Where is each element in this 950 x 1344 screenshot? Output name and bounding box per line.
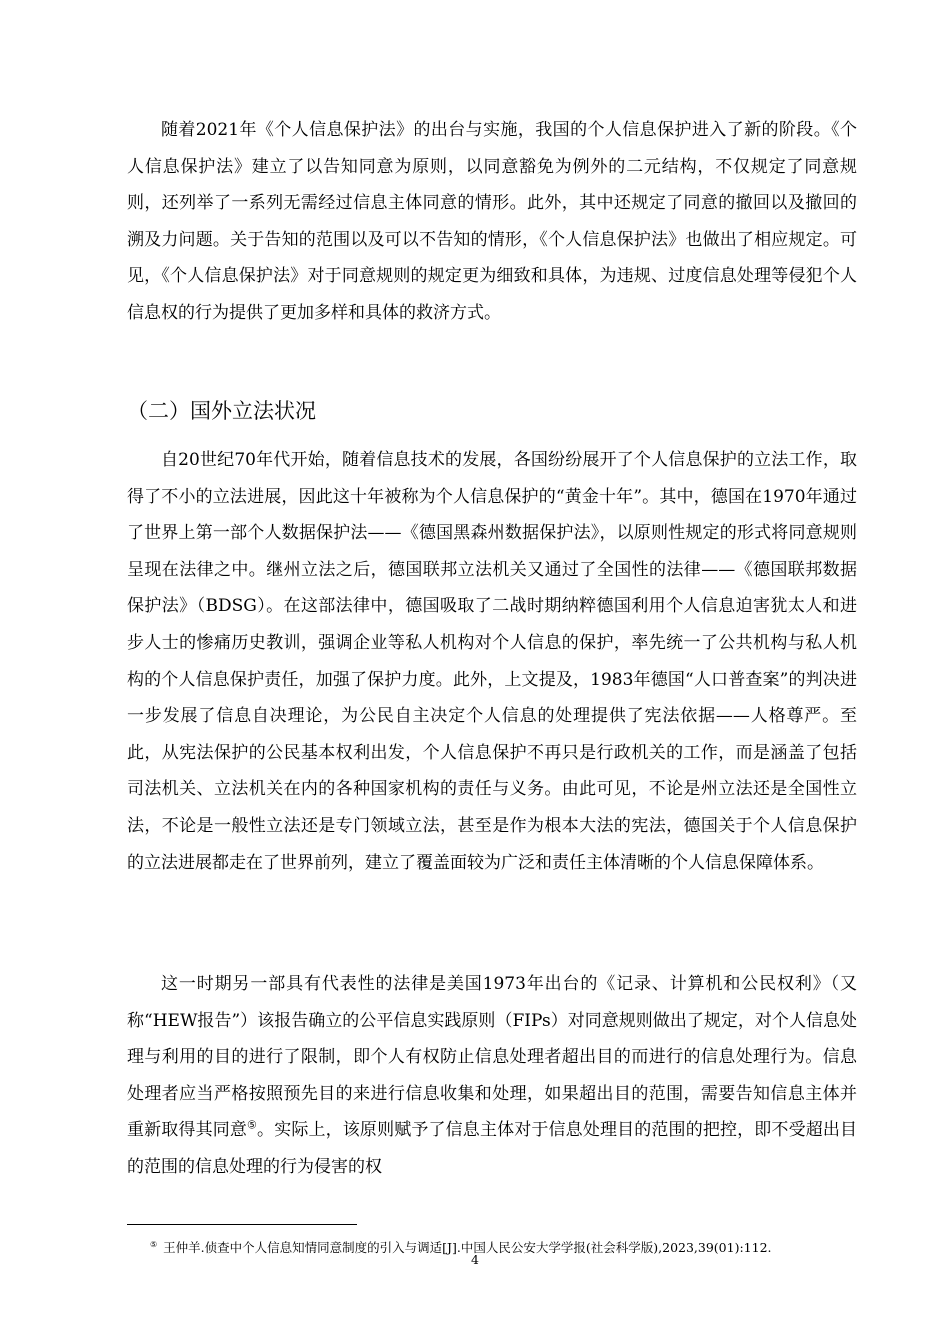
paragraph-us-law-continuation: 。实际上，该原则赋予了信息主体对于信息处理目的范围的把控，即不受超出目的范围的信息处理的行为侵害的权 <box>127 1120 858 1177</box>
page-number: 4 <box>471 1252 479 1267</box>
paragraph-domestic-law: 随着2021年《个人信息保护法》的出台与实施，我国的个人信息保护进入了新的阶段。《个人信息保护法》建立了以告知同意为原则，以同意豁免为例外的二元结构，不仅规定了同意规则，还列举了一系列无需经过信息主体同意的情形。此外，其中还规定了同意的撤回以及撤回的溯及力问题。关于告知的范围以及可以不告知的情形，《个人信息保护法》也做出了相应规定。可见，《个人信息保护法》对于同意规则的规定更为细致和具体，为违规、过度信息处理等侵犯个人信息权的行为提供了更加多样和具体的救济方式。 <box>127 120 857 323</box>
paragraph-us-law <box>127 966 857 1186</box>
footnote-divider <box>127 1224 357 1225</box>
paragraph-germany-law: 自20世纪70年代开始，随着信息技术的发展，各国纷纷展开了个人信息保护的立法工作，取得了不小的立法进展，因此这十年被称为个人信息保护的“黄金十年”。其中，德国在1970年通过了世界上第一部个人数据保护法——《德国黑森州数据保护法》，以原则性规定的形式将同意规则呈现在法律之中。继州立法之后，德国联邦立法机关又通过了全国性的法律——《德国联邦数据保护法》（BDSG）。在这部法律中，德国吸取了二战时期纳粹德国利用个人信息迫害犹太人和进步人士的惨痛历史教训，强调企业等私人机构对个人信息的保护，率先统一了公共机构与私人机构的个人信息保护责任，加强了保护力度。此外，上文提及，1983年德国“人口普查案”的判决进一步发展了信息自决理论，为公民自主决定个人信息的处理提供了宪法依据——人格尊严。至此，从宪法保护的公民基本权利出发，个人信息保护不再只是行政机关的工作，而是涵盖了包括司法机关、立法机关在内的各种国家机构的责任与义务。由此可见，不论是州立法还是全国性立法，不论是一般性立法还是专门领域立法，甚至是作为根本大法的宪法，德国关于个人信息保护的立法进展都走在了世界前列，建立了覆盖面较为广泛和责任主体清晰的个人信息保障体系。 <box>127 450 857 873</box>
paragraph-us-law-text: 这一时期另一部具有代表性的法律是美国1973年出台的《记录、计算机和公民权利》（又称“HEW报告”）该报告确立的公平信息实践原则（FIPs）对同意规则做出了规定，对个人信息处理与利用的目的进行了限制，即个人有权防止信息处理者超出目的而进行的信息处理行为。信息处理者应当严格按照预先目的来进行信息收集和处理，如果超出目的范围，需要告知信息主体并重新取得其同意 <box>127 974 857 1141</box>
section-heading: （二）国外立法状况 <box>127 399 316 423</box>
footnote-marker: ⑤ <box>150 1240 158 1249</box>
footnote-reference[interactable]: ⑤ <box>247 1118 258 1132</box>
footnote-text: 王仲羊.侦查中个人信息知情同意制度的引入与调适[J].中国人民公安大学学报(社会科学版),2023,39(01):112. <box>163 1240 772 1256</box>
